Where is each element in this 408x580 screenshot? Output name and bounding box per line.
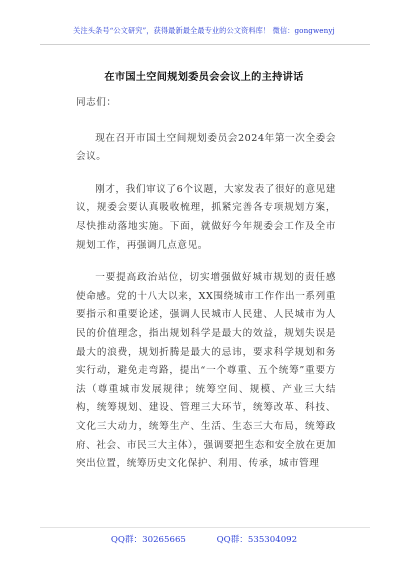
paragraph-1: 现在召开市国土空间规划委员会2024年第一次全委会会议。 <box>76 132 336 163</box>
greeting: 同志们： <box>76 97 117 108</box>
footer <box>0 533 408 545</box>
header-banner: 关注头条号“公文研究”，获得最新最全最专业的公文资料库！ 微信：gongwenyj <box>73 26 335 35</box>
footer-qq-group-1: QQ群：30265665 <box>110 535 186 545</box>
paragraph-2: 刚才，我们审议了6个议题，大家发表了很好的意见建议，规委会要认真吸收梳理，抓紧完善各专项规划方案，尽快推动落地实施。下面，就做好今年规委会工作及全市规划工作，再强调几点意见。 <box>76 183 336 251</box>
document-title: 在市国土空间规划委员会会议上的主持讲话 <box>104 72 304 83</box>
header-divider <box>40 44 370 45</box>
paragraph-3: 一要提高政治站位，切实增强做好城市规划的责任感使命感。党的十八大以来，XX围绕城市工作作出一系列重要指示和重要论述，强调人民城市人民建、人民城市为人民的价值理念，指出规划科学是最大的效益，规划失误是最大的浪费，规划折腾是最大的忌讳，要求科学规划和务实行动，避免走弯路，提出“一个尊重、五个统筹”重要方法（尊重城市发展规律；统筹空间、规模、产业三大结构，统筹规划、建设、管理三大环节，统筹改革、科技、文化三大动力，统筹生产、生活、生态三大布局，统筹政府、社会、市民三大主体），强调要把生态和安全放在更加突出位置，统筹历史文化保护、利用、传承，城市管理 <box>76 272 336 470</box>
document-body <box>76 94 336 488</box>
footer-qq-group-2: QQ群：535304092 <box>216 535 298 545</box>
footer-divider <box>40 527 370 528</box>
